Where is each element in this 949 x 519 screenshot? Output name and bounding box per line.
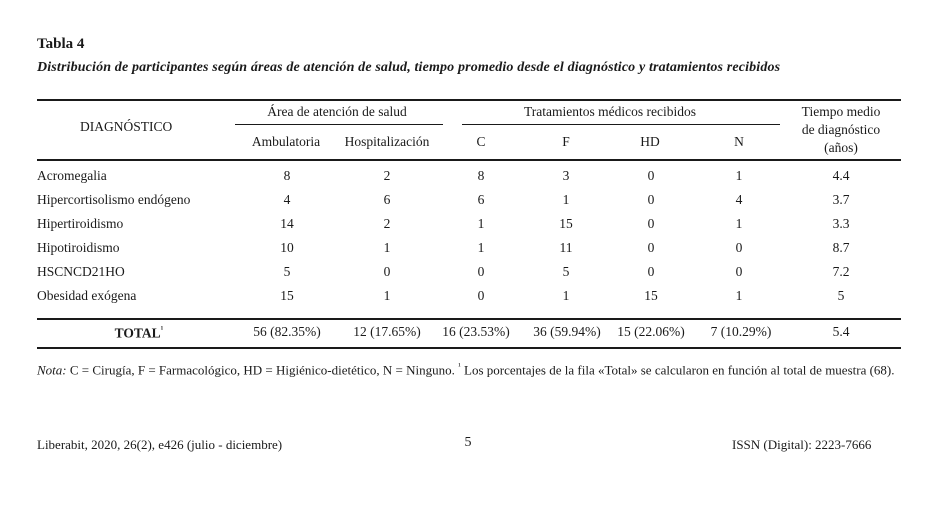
- cell-hospitalizacion: 1: [383, 288, 391, 303]
- cell-f: 1: [562, 288, 570, 303]
- cell-c: 1: [477, 216, 485, 231]
- row-diagnosis: HSCNCD21HO: [37, 264, 125, 279]
- total-time: 5.4: [832, 324, 850, 339]
- bottom-rule: [37, 347, 901, 349]
- table-label: Tabla 4: [37, 36, 85, 52]
- col-header-n: N: [734, 134, 744, 149]
- cell-c: 8: [477, 168, 485, 183]
- cell-ambulatoria: 5: [283, 264, 291, 279]
- total-superscript: ¹: [160, 324, 164, 334]
- cell-hd: 0: [647, 192, 655, 207]
- treatment-group-rule: [462, 124, 780, 125]
- area-group-rule: [235, 124, 443, 125]
- cell-c: 1: [477, 240, 485, 255]
- col-header-c: C: [476, 134, 486, 149]
- top-rule: [37, 99, 901, 101]
- note-label: Nota:: [37, 362, 67, 378]
- cell-ambulatoria: 4: [283, 192, 291, 207]
- cell-n: 0: [735, 264, 743, 279]
- header-treatment-group: Tratamientos médicos recibidos: [524, 104, 696, 119]
- cell-n: 1: [735, 168, 743, 183]
- cell-hospitalizacion: 2: [383, 216, 391, 231]
- cell-hospitalizacion: 2: [383, 168, 391, 183]
- cell-f: 1: [562, 192, 570, 207]
- cell-hospitalizacion: 0: [383, 264, 391, 279]
- row-diagnosis: Obesidad exógena: [37, 288, 137, 303]
- cell-n: 0: [735, 240, 743, 255]
- cell-hd: 0: [647, 168, 655, 183]
- cell-c: 0: [477, 288, 485, 303]
- header-diagnosis: DIAGNÓSTICO: [80, 119, 173, 134]
- row-diagnosis: Acromegalia: [37, 168, 107, 183]
- header-area-group: Área de atención de salud: [267, 104, 407, 119]
- cell-time: 7.2: [832, 264, 850, 279]
- cell-f: 3: [562, 168, 570, 183]
- cell-time: 3.3: [832, 216, 850, 231]
- note-text-2: Los porcentajes de la fila «Total» se calcularon en función al total de muestra (68).: [460, 362, 895, 378]
- cell-time: 4.4: [832, 168, 850, 183]
- footer-page-number: 5: [464, 435, 472, 450]
- total-c: 16 (23.53%): [442, 324, 510, 339]
- cell-ambulatoria: 8: [283, 168, 291, 183]
- col-header-f: F: [562, 134, 570, 149]
- cell-hospitalizacion: 6: [383, 192, 391, 207]
- col-header-ambulatoria: Ambulatoria: [251, 134, 321, 149]
- row-diagnosis: Hipertiroidismo: [37, 216, 124, 231]
- col-header-hd: HD: [640, 134, 660, 149]
- total-ambulatoria: 56 (82.35%): [253, 324, 321, 339]
- note-text: C = Cirugía, F = Farmacológico, HD = Higiénico-dietético, N = Ninguno.: [66, 362, 459, 378]
- cell-f: 11: [559, 240, 573, 255]
- cell-f: 5: [562, 264, 570, 279]
- total-label: [115, 324, 164, 342]
- row-diagnosis: Hipercortisolismo endógeno: [37, 192, 191, 207]
- total-label-text: TOTAL: [114, 325, 161, 341]
- table-note: [37, 357, 903, 379]
- table-caption: Distribución de participantes según áreas de atención de salud, tiempo promedio desde el diagnóstico y tratamientos recibidos: [37, 60, 781, 75]
- cell-ambulatoria: 15: [280, 288, 294, 303]
- cell-f: 15: [559, 216, 573, 231]
- row-diagnosis: Hipotiroidismo: [37, 240, 120, 255]
- cell-ambulatoria: 10: [280, 240, 294, 255]
- total-f: 36 (59.94%): [533, 324, 601, 339]
- total-hd: 15 (22.06%): [617, 324, 685, 339]
- cell-time: 8.7: [832, 240, 850, 255]
- cell-hd: 15: [644, 288, 658, 303]
- total-hospitalizacion: 12 (17.65%): [353, 324, 421, 339]
- header-time-line3: (años): [824, 140, 858, 155]
- cell-ambulatoria: 14: [280, 216, 294, 231]
- cell-hospitalizacion: 1: [383, 240, 391, 255]
- cell-hd: 0: [647, 240, 655, 255]
- cell-time: 3.7: [832, 192, 850, 207]
- cell-n: 1: [735, 288, 743, 303]
- note-superscript: ¹: [458, 361, 461, 371]
- footer-issn: ISSN (Digital): 2223-7666: [732, 437, 872, 452]
- header-bottom-rule: [37, 159, 901, 161]
- total-top-rule: [37, 318, 901, 320]
- header-time-line1: Tiempo medio: [801, 104, 881, 119]
- cell-time: 5: [837, 288, 845, 303]
- total-n: 7 (10.29%): [710, 324, 772, 339]
- cell-c: 0: [477, 264, 485, 279]
- cell-n: 1: [735, 216, 743, 231]
- cell-hd: 0: [647, 216, 655, 231]
- cell-c: 6: [477, 192, 485, 207]
- col-header-hospitalizacion: Hospitalización: [344, 134, 430, 149]
- cell-hd: 0: [647, 264, 655, 279]
- cell-n: 4: [735, 192, 743, 207]
- footer-journal: Liberabit, 2020, 26(2), e426 (julio - diciembre): [37, 437, 283, 452]
- header-time-line2: de diagnóstico: [801, 122, 881, 137]
